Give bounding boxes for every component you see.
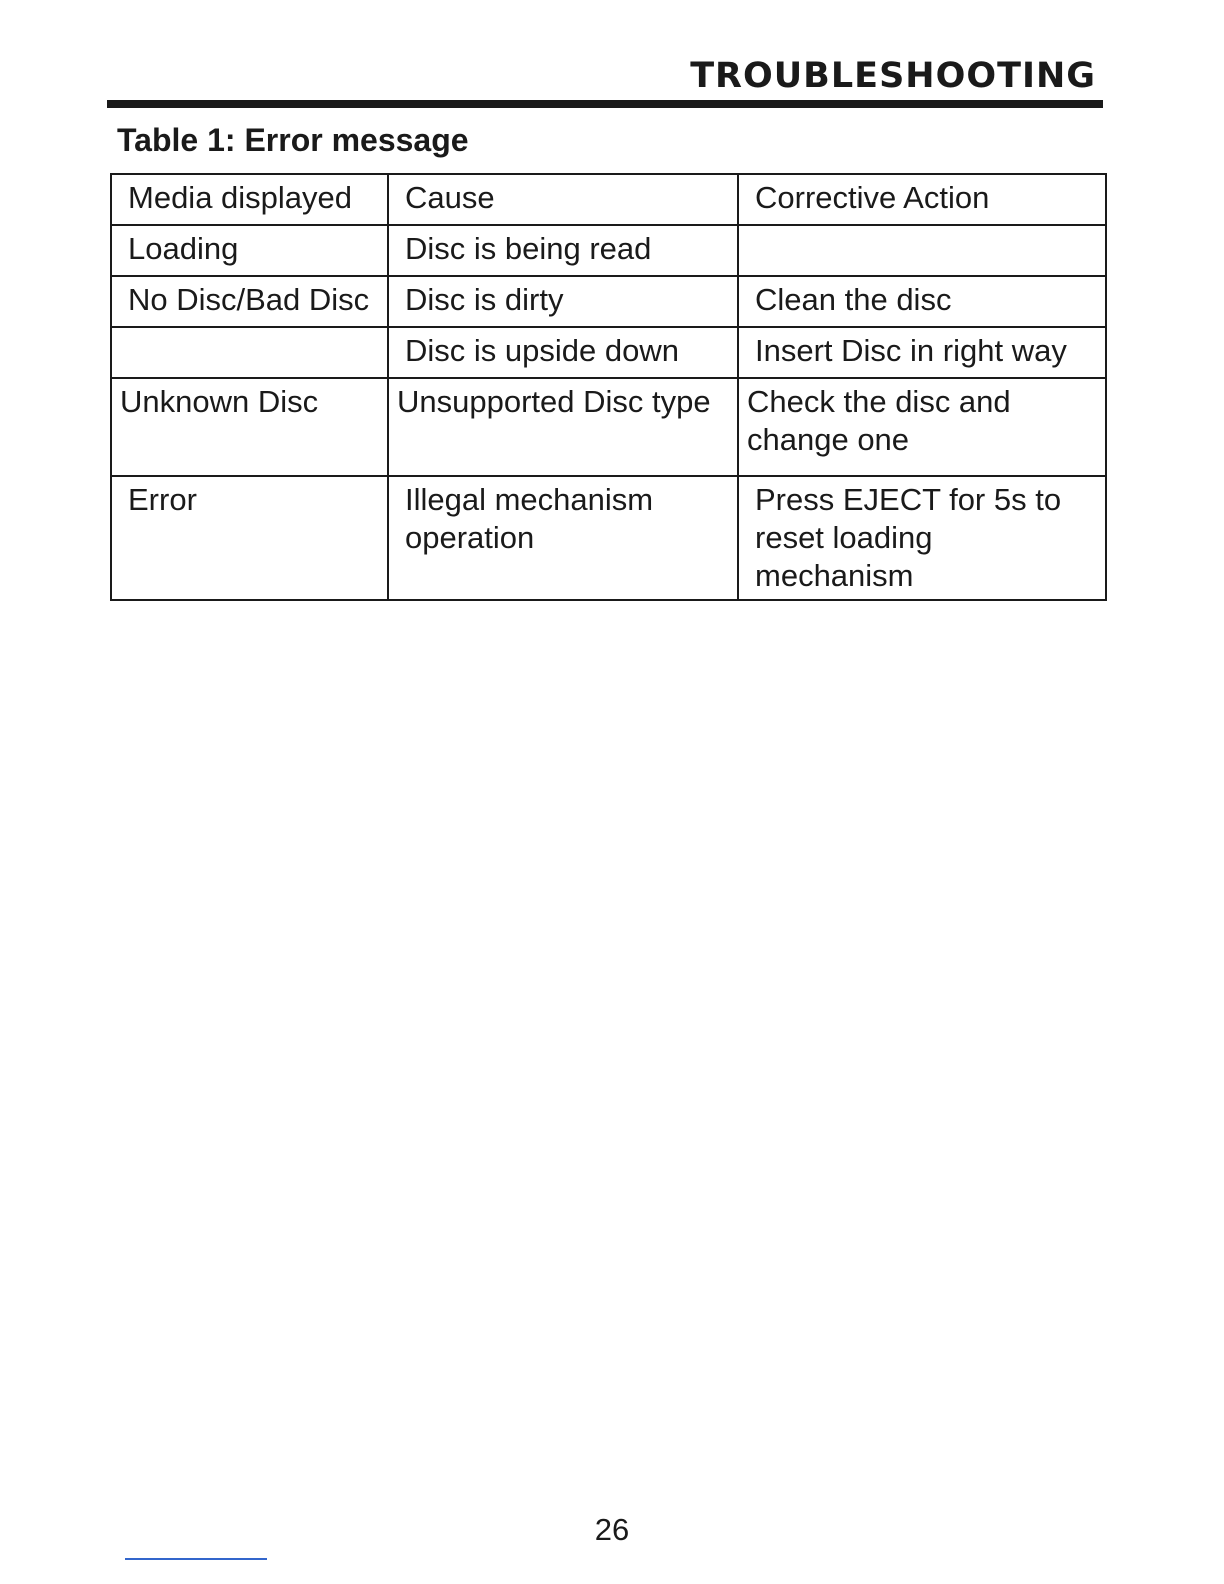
page-number: 26: [594, 1512, 630, 1547]
cell-action: Press EJECT for 5s to reset loading mechanism: [738, 476, 1106, 600]
column-header-corrective-action: Corrective Action: [738, 174, 1106, 225]
column-header-cause: Cause: [388, 174, 738, 225]
cell-media: Error: [111, 476, 388, 600]
cell-media: Unknown Disc: [111, 378, 388, 476]
table-row: [111, 327, 1106, 378]
cell-cause: Disc is upside down: [388, 327, 738, 378]
cell-action: Check the disc and change one: [738, 378, 1106, 476]
cell-cause: Disc is dirty: [388, 276, 738, 327]
cell-action: Clean the disc: [738, 276, 1106, 327]
cell-media: Loading: [111, 225, 388, 276]
cell-cause: Illegal mechanism operation: [388, 476, 738, 600]
footer-rule: [125, 1558, 267, 1560]
table-row: [111, 378, 1106, 476]
error-message-table: [110, 173, 1107, 601]
column-header-media-displayed: Media displayed: [111, 174, 388, 225]
section-title: TROUBLESHOOTING: [690, 56, 1096, 96]
cell-media: No Disc/Bad Disc: [111, 276, 388, 327]
cell-action: [738, 225, 1106, 276]
cell-media: [111, 327, 388, 378]
cell-cause: Unsupported Disc type: [388, 378, 738, 476]
table-row: [111, 476, 1106, 600]
cell-action: Insert Disc in right way: [738, 327, 1106, 378]
table-header-row: [111, 174, 1106, 225]
cell-cause: Disc is being read: [388, 225, 738, 276]
title-rule: [107, 100, 1103, 108]
table-row: [111, 225, 1106, 276]
table-row: [111, 276, 1106, 327]
table-caption: Table 1: Error message: [117, 122, 469, 158]
